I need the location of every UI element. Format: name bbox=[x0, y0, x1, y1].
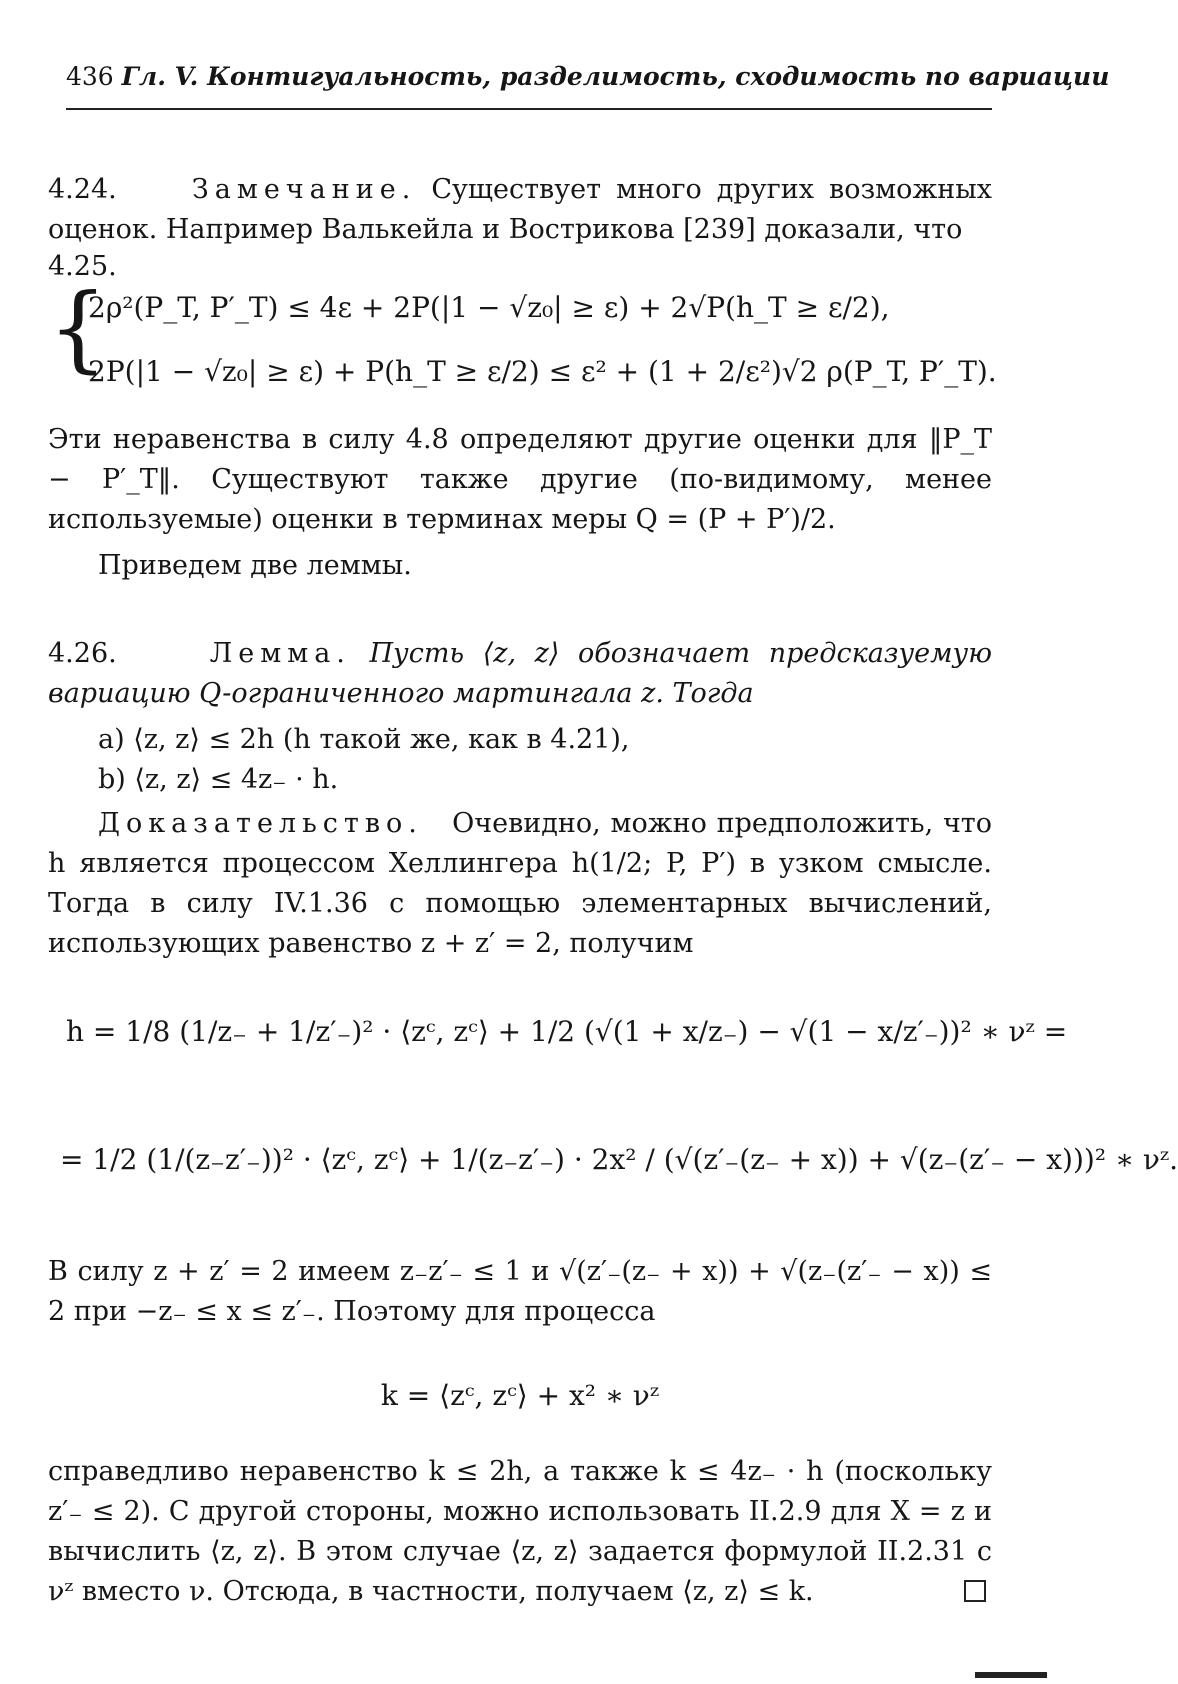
proof-word: Доказательство. bbox=[98, 808, 423, 839]
scan-mark bbox=[975, 1672, 1047, 1678]
lemma-number: 4.26. bbox=[48, 638, 117, 669]
lemma-word: Лемма. bbox=[209, 638, 351, 669]
lemma-4-26 bbox=[48, 634, 992, 714]
lemma-statement: Пусть ⟨z, z⟩ обозначает предсказуемую вариацию Q-ограниченного мартингала z. Тогда bbox=[48, 638, 992, 709]
equation-h-line1: h = 1/8 (1/z₋ + 1/z′₋)² · ⟨zᶜ, zᶜ⟩ + 1/2 (√(1 + x/z₋) − √(1 − x/z′₋))² ∗ νᶻ = bbox=[66, 1015, 1068, 1048]
paragraph-since: В силу z + z′ = 2 имеем z₋z′₋ ≤ 1 и √(z′₋(z₋ + x)) + √(z₋(z′₋ − x)) ≤ 2 при −z₋ ≤ x ≤ z′₋. Поэтому для процесса bbox=[48, 1256, 992, 1327]
eq-4-25-line1: 2ρ²(P_T, P′_T) ≤ 4ε + 2P(|1 − √z₀| ≥ ε) + 2√P(h_T ≥ ε/2), bbox=[88, 291, 890, 324]
lemma-item-a: a) ⟨z, z⟩ ≤ 2h (h такой же, как в 4.21), bbox=[98, 724, 630, 755]
proof-text: Очевидно, можно предположить, что h является процессом Хеллингера h(1/2; P, P′) в узком смысле. Тогда в силу IV.1.36 с помощью элементарных вычислений, использующих равенство z + z′ = 2, получим bbox=[48, 808, 992, 959]
remark-4-24 bbox=[48, 170, 992, 250]
eq-4-25-number: 4.25. bbox=[48, 251, 117, 282]
eq-4-25-line2: 2P(|1 − √z₀| ≥ ε) + P(h_T ≥ ε/2) ≤ ε² + (1 + 2/ε²)√2 ρ(P_T, P′_T). bbox=[88, 355, 997, 388]
equation-h-line2: = 1/2 (1/(z₋z′₋))² · ⟨zᶜ, zᶜ⟩ + 1/(z₋z′₋) · 2x² / (√(z′₋(z₋ + x)) + √(z₋(z′₋ − x)))² ∗ νᶻ. bbox=[60, 1143, 1178, 1176]
chapter-title: Гл. V. Контигуальность, разделимость, сходимость по вариации bbox=[121, 62, 1110, 91]
proof-paragraph bbox=[48, 804, 992, 964]
end-of-proof-icon bbox=[964, 1580, 986, 1602]
page-number: 436 bbox=[66, 62, 114, 91]
remark-number: 4.24. bbox=[48, 174, 117, 205]
system-brace: { bbox=[48, 274, 108, 383]
paragraph-final: справедливо неравенство k ≤ 2h, а также k ≤ 4z₋ · h (поскольку z′₋ ≤ 2). С другой стороны, можно использовать II.2.9 для X = z и вычислить ⟨z, z⟩. В этом случае ⟨z, z⟩ задается формулой II.2.31 с νᶻ вместо ν. Отсюда, в частности, получаем ⟨z, z⟩ ≤ k. bbox=[48, 1456, 992, 1607]
lemma-item-b: b) ⟨z, z⟩ ≤ 4z₋ · h. bbox=[98, 764, 339, 795]
equation-k: k = ⟨zᶜ, zᶜ⟩ + x² ∗ νᶻ bbox=[380, 1379, 660, 1412]
paragraph-two-lemmas: Приведем две леммы. bbox=[98, 550, 412, 581]
remark-text: Существует много других возможных оценок. Например Валькейла и Вострикова [239] доказали, что bbox=[48, 174, 992, 245]
paragraph-other-estimates: Эти неравенства в силу 4.8 определяют другие оценки для ‖P_T − P′_T‖. Существуют также другие (по-видимому, менее используемые) оценки в терминах меры Q = (P + P′)/2. bbox=[48, 424, 992, 535]
running-header bbox=[66, 62, 1110, 110]
remark-word: Замечание. bbox=[191, 174, 417, 205]
